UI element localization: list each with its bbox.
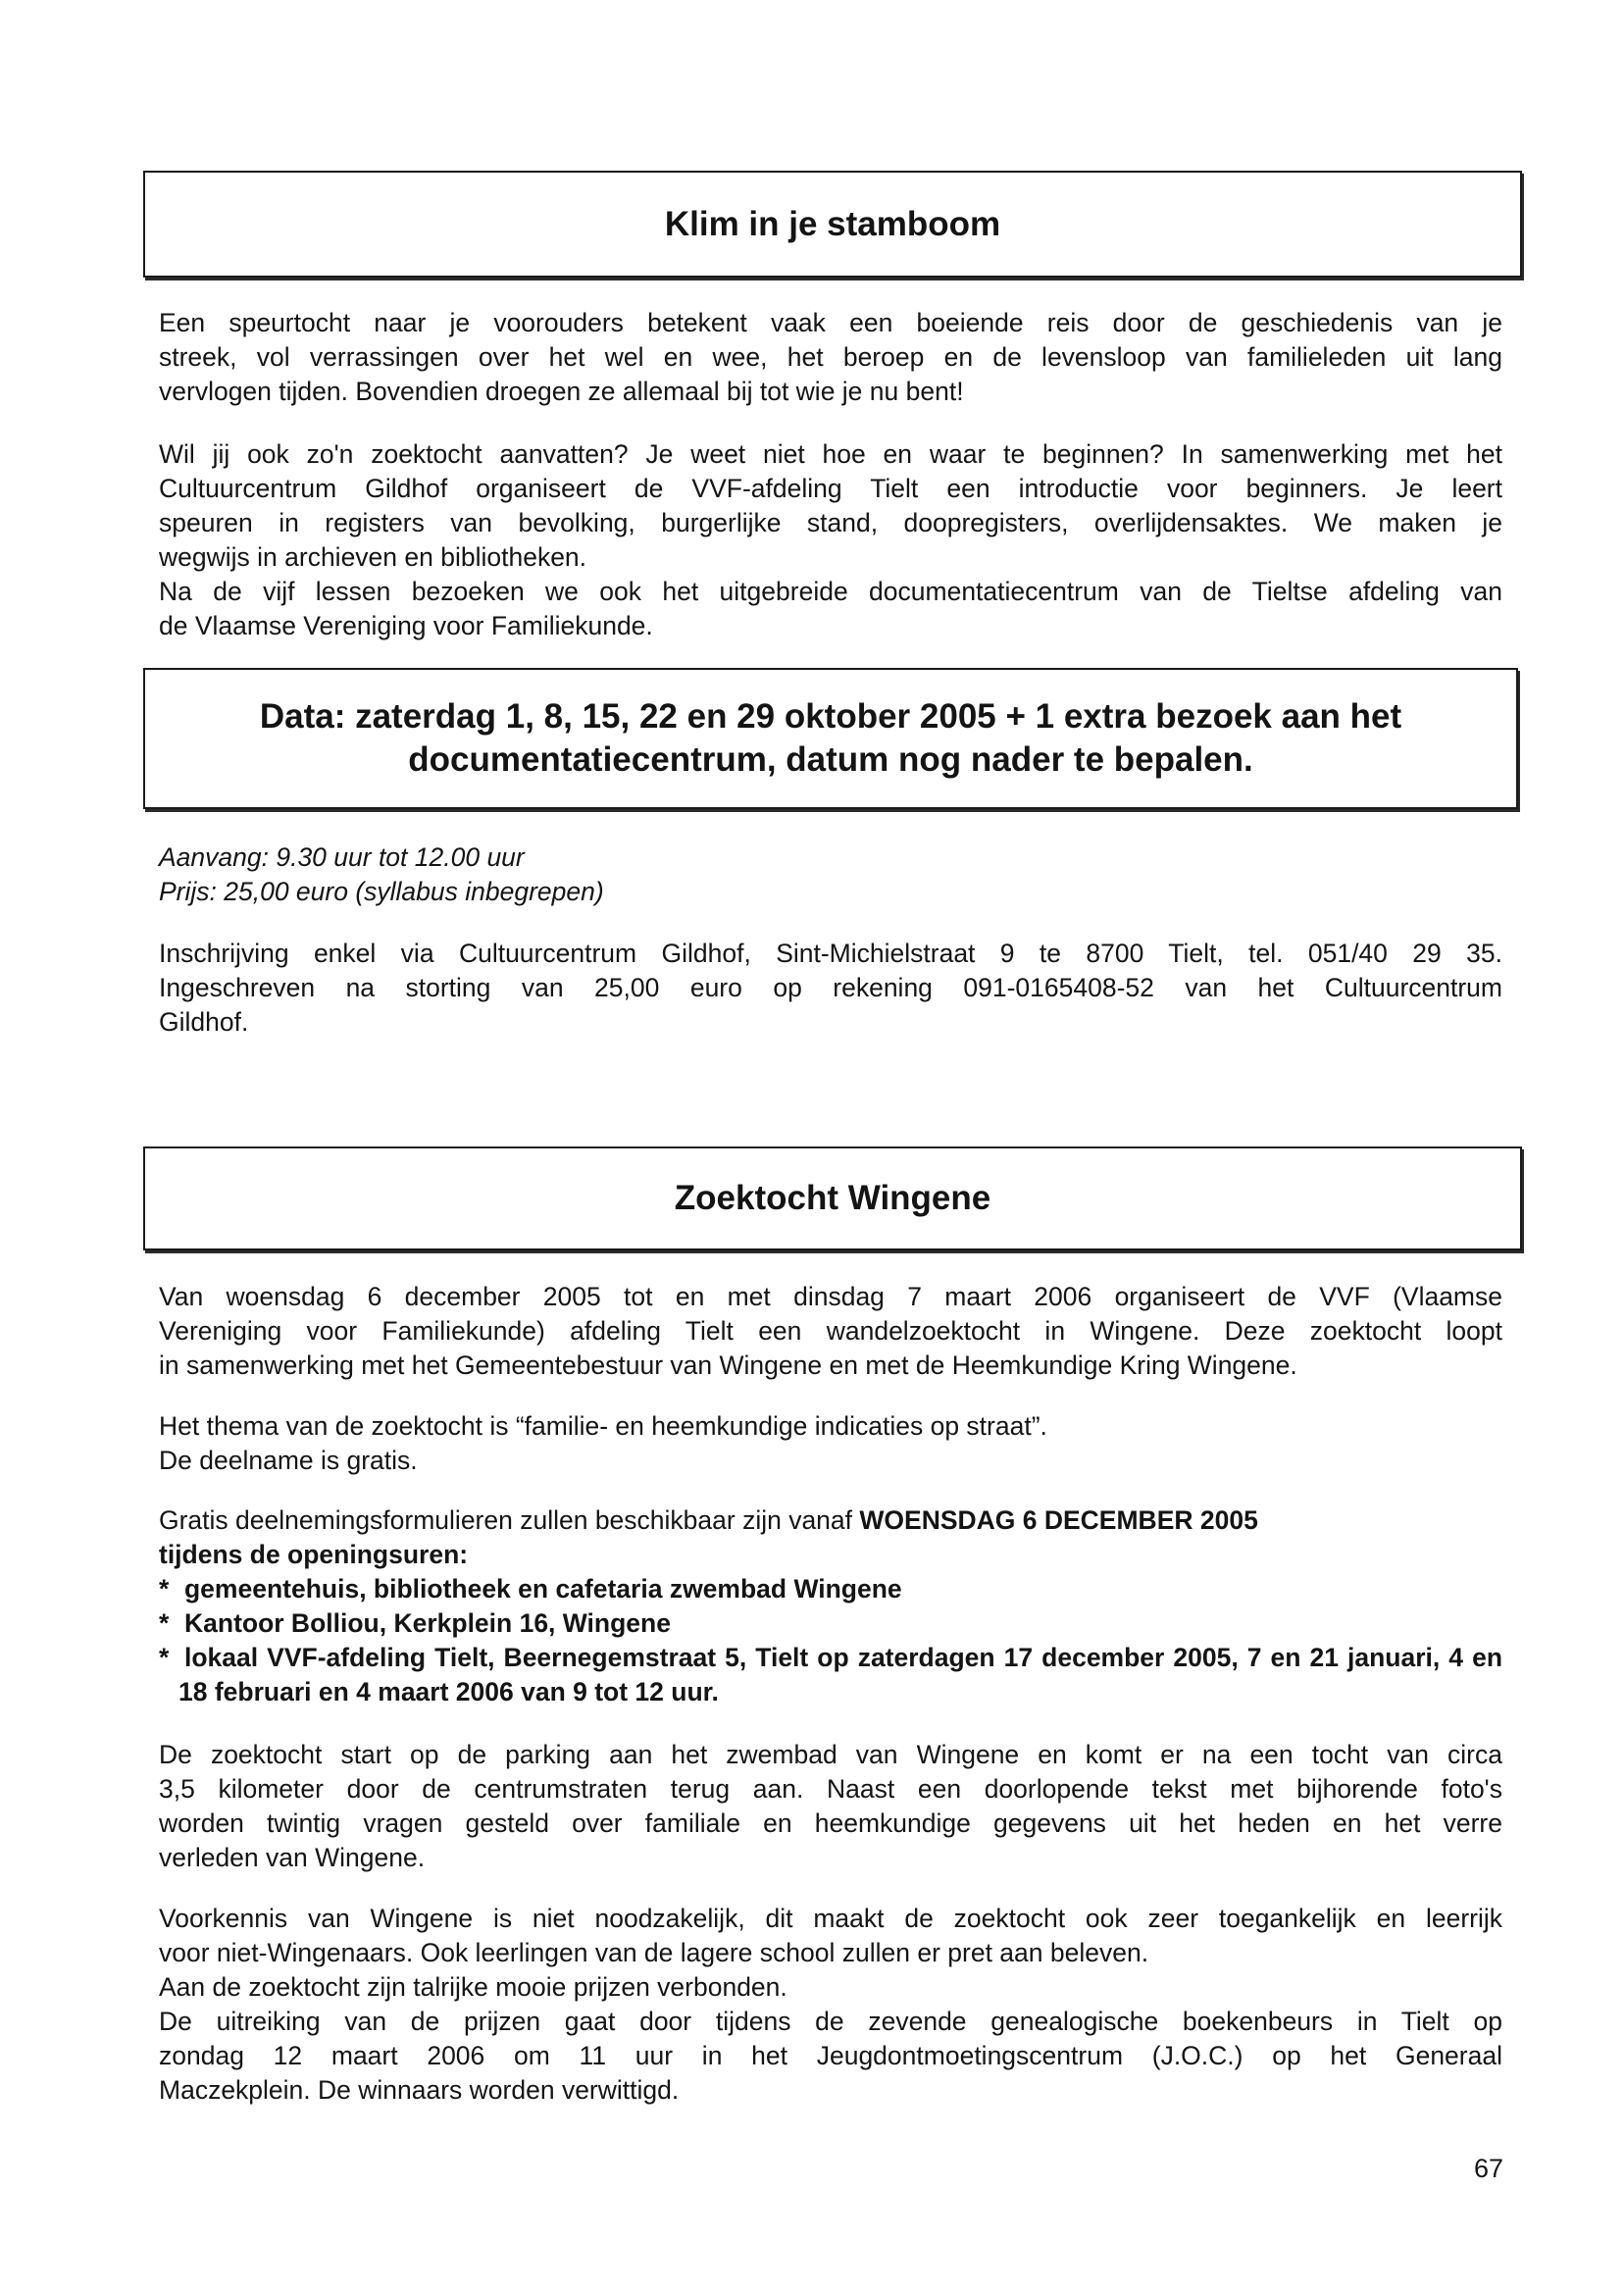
text-line: Maczekplein. De winnaars worden verwittigd. bbox=[159, 2075, 680, 2105]
route-paragraph bbox=[159, 1738, 1502, 1875]
text-line: zondag 12 maart 2006 om 11 uur in het Jeugdontmoetingscentrum (J.O.C.) op het Generaal bbox=[159, 2041, 1502, 2070]
stamboom-body-paragraph bbox=[159, 437, 1502, 643]
text-line: Van woensdag 6 december 2005 tot en met dinsdag 7 maart 2006 organiseert de VVF (Vlaamse bbox=[159, 1282, 1502, 1311]
forms-hours: tijdens de openingsuren: bbox=[159, 1540, 469, 1569]
dates-box bbox=[143, 668, 1518, 809]
price: Prijs: 25,00 euro (syllabus inbegrepen) bbox=[159, 877, 604, 906]
location-text: gemeentehuis, bibliotheek en cafetaria zwembad Wingene bbox=[184, 1574, 902, 1604]
text-line: Cultuurcentrum Gildhof organiseert de VVF-afdeling Tielt een introductie voor beginners. Je leert bbox=[159, 474, 1502, 503]
text-line: Wil jij ook zo'n zoektocht aanvatten? Je weet niet hoe en waar te beginnen? In samenwerking met het bbox=[159, 439, 1502, 469]
section-title-box-wingene bbox=[143, 1146, 1522, 1250]
forms-paragraph bbox=[159, 1503, 1502, 1709]
text-line: Inschrijving enkel via Cultuurcentrum Gildhof, Sint-Michielstraat 9 te 8700 Tielt, tel. 051/40 29 35. bbox=[159, 939, 1502, 968]
stamboom-intro-paragraph bbox=[159, 306, 1502, 409]
forms-intro: Gratis deelnemingsformulieren zullen beschikbaar zijn vanaf bbox=[159, 1505, 860, 1535]
location-text: lokaal VVF-afdeling Tielt, Beernegemstraat 5, Tielt op zaterdagen 17 december 2005, 7 en 21 januari, 4 en 18 februari en 4 maart 2006 van 9 tot 12 uur. bbox=[178, 1643, 1502, 1706]
text-line: Een speurtocht naar je voorouders betekent vaak een boeiende reis door de geschiedenis van je bbox=[159, 308, 1502, 337]
registration-paragraph bbox=[159, 937, 1502, 1040]
text-line: speuren in registers van bevolking, burgerlijke stand, doopregisters, overlijdensaktes. We maken je bbox=[159, 508, 1502, 537]
text-line: wegwijs in archieven en bibliotheken. bbox=[159, 542, 587, 572]
text-line: Ingeschreven na storting van 25,00 euro op rekening 091-0165408-52 van het Cultuurcentrum bbox=[159, 973, 1502, 1002]
text-line: Vereniging voor Familiekunde) afdeling Tielt een wandelzoektocht in Wingene. Deze zoektocht loopt bbox=[159, 1316, 1502, 1346]
theme-paragraph bbox=[159, 1409, 1502, 1478]
location-text: Kantoor Bolliou, Kerkplein 16, Wingene bbox=[184, 1608, 671, 1638]
wingene-intro-paragraph bbox=[159, 1280, 1502, 1383]
text-line: 3,5 kilometer door de centrumstraten terug aan. Naast een doorlopende tekst met bijhorende foto's bbox=[159, 1774, 1502, 1804]
text-line: worden twintig vragen gesteld over familiale en heemkundige gegevens uit het heden en het verre bbox=[159, 1808, 1502, 1838]
location-item bbox=[159, 1572, 1502, 1606]
location-item bbox=[159, 1606, 1502, 1641]
forms-date: WOENSDAG 6 DECEMBER 2005 bbox=[859, 1505, 1258, 1535]
text-line: in samenwerking met het Gemeentebestuur van Wingene en met de Heemkundige Kring Wingene. bbox=[159, 1350, 1297, 1380]
theme-text: Het thema van de zoektocht is “familie- en heemkundige indicaties op straat”. bbox=[159, 1411, 1047, 1441]
bullet-star: * bbox=[159, 1608, 170, 1638]
free-text: De deelname is gratis. bbox=[159, 1446, 418, 1475]
text-line: streek, vol verrassingen over het wel en wee, het beroep en de levensloop van familieleden uit lang bbox=[159, 342, 1502, 372]
text-line: Voorkennis van Wingene is niet noodzakelijk, dit maakt de zoektocht ook zeer toegankelijk en leerrijk bbox=[159, 1904, 1502, 1933]
dates-line-2: documentatiecentrum, datum nog nader te bepalen. bbox=[408, 740, 1253, 779]
text-line: Na de vijf lessen bezoeken we ook het uitgebreide documentatiecentrum van de Tieltse afdeling van bbox=[159, 577, 1502, 606]
location-item bbox=[159, 1641, 1502, 1709]
bullet-star: * bbox=[159, 1643, 170, 1672]
text-line: De zoektocht start op de parking aan het zwembad van Wingene en komt er na een tocht van circa bbox=[159, 1740, 1502, 1769]
forms-intro-line bbox=[159, 1503, 1502, 1538]
text-line: De uitreiking van de prijzen gaat door tijdens de zevende genealogische boekenbeurs in Tielt op bbox=[159, 2007, 1502, 2036]
text-line: vervlogen tijden. Bovendien droegen ze allemaal bij tot wie je nu bent! bbox=[159, 377, 964, 406]
dates-line-1: Data: zaterdag 1, 8, 15, 22 en 29 oktober 2005 + 1 extra bezoek aan het bbox=[259, 697, 1402, 736]
text-line: verleden van Wingene. bbox=[159, 1843, 426, 1872]
start-time: Aanvang: 9.30 uur tot 12.00 uur bbox=[159, 842, 525, 872]
text-line: Gildhof. bbox=[159, 1007, 249, 1037]
section-title-box-stamboom bbox=[143, 171, 1522, 278]
text-line: de Vlaamse Vereniging voor Familiekunde. bbox=[159, 611, 653, 640]
section-title-stamboom: Klim in je stamboom bbox=[664, 204, 1001, 243]
section-title-wingene: Zoektocht Wingene bbox=[674, 1179, 991, 1217]
text-line: voor niet-Wingenaars. Ook leerlingen van de lagere school zullen er pret aan beleven. bbox=[159, 1938, 1149, 1967]
knowledge-paragraph bbox=[159, 1902, 1502, 2108]
course-details bbox=[159, 840, 1502, 909]
bullet-star: * bbox=[159, 1574, 170, 1604]
prizes-text: Aan de zoektocht zijn talrijke mooie prijzen verbonden. bbox=[159, 1972, 787, 2002]
page-number: 67 bbox=[1473, 2154, 1503, 2183]
